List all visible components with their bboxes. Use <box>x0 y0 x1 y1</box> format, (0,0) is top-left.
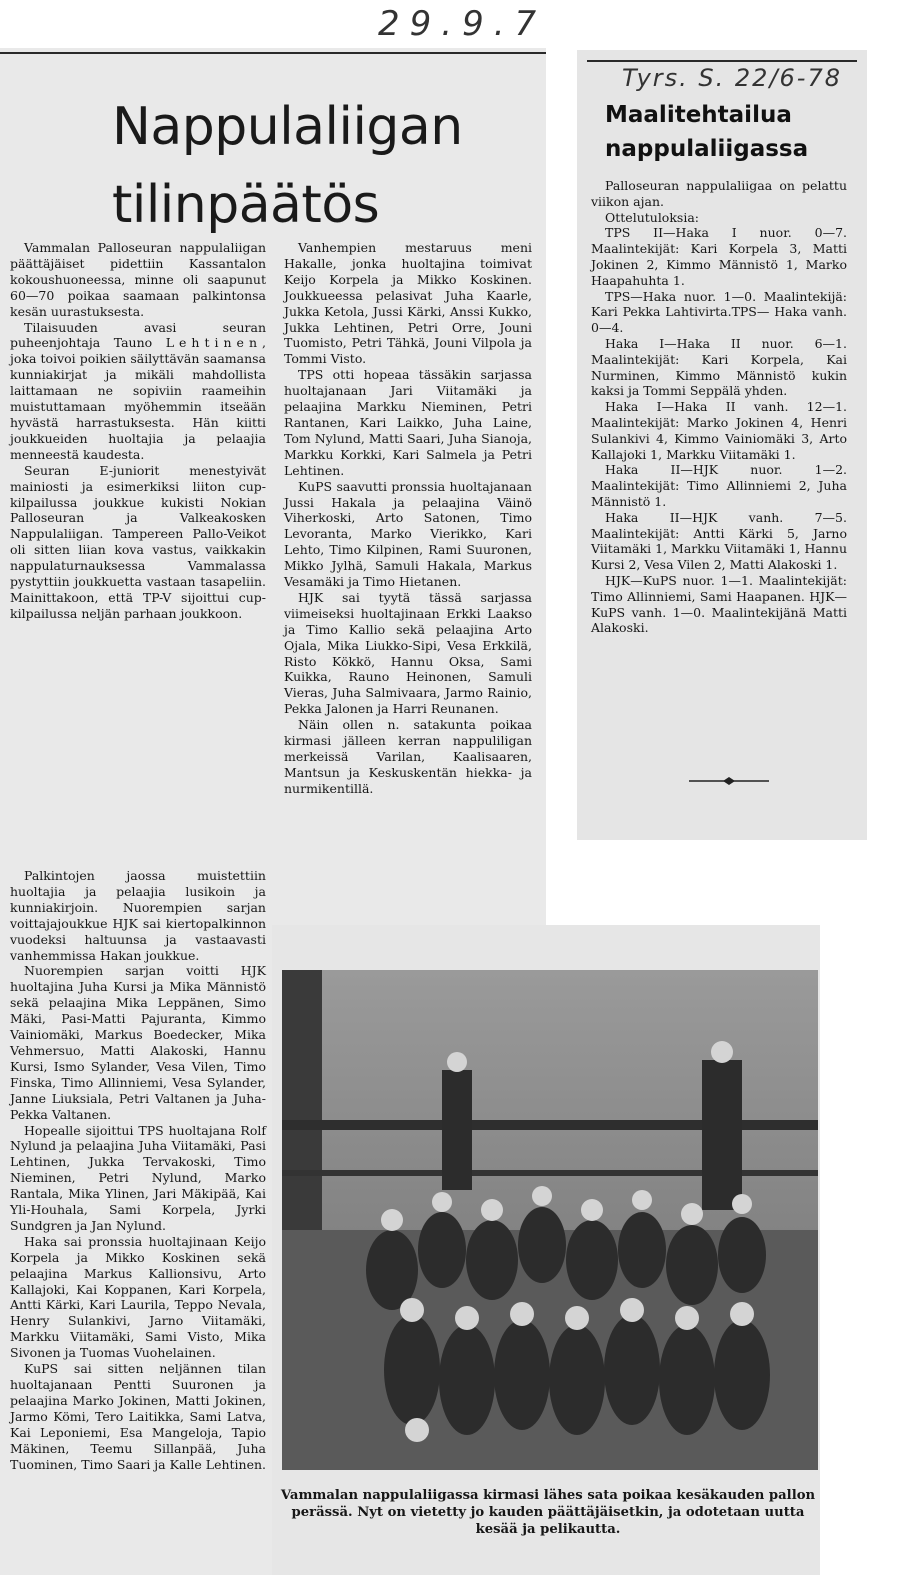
article-column-1-continued <box>10 868 266 1472</box>
paragraph: Näin ollen n. satakunta poikaa kirmasi jälleen kerran nappuliligan merkeissä Varilan, Kaalisaaren, Mantsun ja Keskuskentän hiekka- ja nurmikentillä. <box>284 717 532 796</box>
paragraph: Ottelutuloksia: <box>605 209 699 225</box>
paragraph: Palkintojen jaossa muistettiin huoltajia ja pelaajia lusikoin ja kunniakirjoin. Nuorempien sarjan voittajajoukkue HJK sai kiertopalkinnon vuodeksi haltuunsa ja vastaavasti vanhemmissa Hakan joukkue. <box>10 868 266 963</box>
paragraph: KuPS saavutti pronssia huoltajanaan Jussi Hakala ja pelaajina Väinö Viherkoski, Arto Satonen, Timo Levoranta, Marko Vierikko, Kari Lehto, Timo Kilpinen, Rami Suuronen, Mikko Jylhä, Samuli Hakala, Markus Vesamäki ja Timo Hietanen. <box>284 478 532 590</box>
article-headline <box>112 88 463 244</box>
photo-caption: Vammalan nappulaliigassa kirmasi lähes sata poikaa kesäkauden pallon perässä. Nyt on vietetty jo kauden päättäjäisetkin, ja odotetaan uutta kesää ja pelikautta. <box>280 1488 816 1537</box>
paragraph: Vanhempien mestaruus meni Hakalle, jonka huoltajina toimivat Keijo Korpela ja Mikko Koskinen. Joukkueessa pelasivat Juha Kaarle, Jukka Ketola, Jussi Kärki, Anssi Kukko, Jukka Lehtinen, Petri Orre, Jouni Tuomisto, Petri Tähkä, Jouni Vilpola ja Tommi Visto. <box>284 240 532 367</box>
top-rule <box>0 52 546 54</box>
paragraph: Tilaisuuden avasi seuran puheenjohtaja Tauno Lehtinen, joka toivoi poikien säilyttävän saamansa kunniakirjat ja mikäli mahdollista laittamaan ne sopiviin raameihin muistuttamaan myöhemmin itseään hyvästä harrastuksesta. Hän kiitti joukkueiden huoltajia ja pelaajia menneestä kaudesta. <box>10 319 266 462</box>
paragraph: HJK sai tyytä tässä sarjassa viimeiseksi huoltajinaan Erkki Laakso ja Timo Kallio sekä pelaajina Arto Ojala, Mika Liukko-Sipi, Vesa Erkkilä, Risto Kökkö, Hannu Oksa, Sami Kuikka, Rauno Heinonen, Samuli Vieras, Juha Salmivaara, Jarmo Rainio, Pekka Jalonen ja Harri Reunanen. <box>284 589 532 717</box>
side-headline-line-2: nappulaliigassa <box>605 136 809 162</box>
paragraph: Nuorempien sarjan voitti HJK huoltajina Juha Kursi ja Mika Männistö sekä pelaajina Mika Leppänen, Simo Mäki, Pasi-Matti Pajuranta, Kimmo Vainiomäki, Markus Boedecker, Mika Vehmersuo, Matti Alakoski, Hannu Kursi, Ismo Sylander, Vesa Vilen, Timo Finska, Timo Allinniemi, Vesa Sylander, Janne Liuksiala, Petri Valtanen ja Juha-Pekka Valtanen. <box>10 963 266 1122</box>
handwritten-date: 29.9.7 <box>378 4 547 44</box>
side-top-rule <box>587 60 857 62</box>
team-photo <box>282 970 818 1470</box>
paragraph: TPS otti hopeaa tässäkin sarjassa huoltajanaan Jari Viitamäki ja pelaajina Markku Nieminen, Petri Rantanen, Kari Laikko, Juha Laine, Tom Nylund, Matti Saari, Juha Sianoja, Markku Korkki, Kari Salmela ja Petri Lehtinen. <box>284 367 532 478</box>
side-headline-line-1: Maalitehtailua <box>605 102 792 128</box>
photo-clipping <box>272 925 820 1575</box>
paragraph: Vammalan Palloseuran nappulaliigan päättäjäiset pidettiin Kassantalon kokoushuoneessa, minne oli saapunut 60—70 poikaa saamaan palkintonsa kesän uurastuksesta. <box>10 240 266 319</box>
paragraph: Haka I—Haka II nuor. 6—1. Maalintekijät: Kari Korpela, Kai Nurminen, Kimmo Männistö kukin kaksi ja Tommi Seppälä yhden. <box>591 335 847 399</box>
paragraph: Haka II—HJK nuor. 1—2. Maalintekijät: Timo Allinniemi 2, Juha Männistö 1. <box>591 462 847 509</box>
paragraph: Haka II—HJK vanh. 7—5. Maalintekijät: Antti Kärki 5, Jarno Viitamäki 1, Markku Viitamäki 1, Hannu Kursi 2, Vesa Vilen 2, Matti Alakoski 1. <box>591 509 847 573</box>
headline-line-2: tilinpäätös <box>112 175 380 235</box>
headline-line-1: Nappulaliigan <box>112 97 463 157</box>
side-headline <box>605 98 808 166</box>
paragraph: Palloseuran nappulaliigaa on pelattu viikon ajan. <box>591 178 847 209</box>
side-article-body <box>591 178 847 636</box>
article-column-2 <box>284 240 532 797</box>
paragraph: Haka sai pronssia huoltajinaan Keijo Korpela ja Mikko Koskinen sekä pelaajina Markus Kallionsivu, Arto Kallajoki, Kai Koppanen, Kari Korpela, Antti Kärki, Kari Laurila, Teppo Nevala, Henry Sulankivi, Jarno Viitamäki, Markku Viitamäki, Sami Visto, Mika Sivonen ja Tuomas Vuohelainen. <box>10 1233 266 1361</box>
paragraph: Haka I—Haka II vanh. 12—1. Maalintekijät: Marko Jokinen 4, Henri Sulankivi 4, Kimmo Vainiomäki 3, Arto Kallajoki 1, Markku Viitamäki 1. <box>591 399 847 462</box>
handwritten-source: Tyrs. S. 22/6-78 <box>622 64 842 92</box>
paragraph: KuPS sai sitten neljännen tilan huoltajanaan Pentti Suuronen ja pelaajina Marko Jokinen, Matti Jokinen, Jarmo Kömi, Tero Laitikka, Sami Latva, Kai Leponiemi, Esa Mangeloja, Tapio Mäkinen, Teemu Sillanpää, Juha Tuominen, Timo Saari ja Kalle Lehtinen. <box>10 1361 267 1472</box>
side-clipping <box>577 50 867 840</box>
paragraph: Seuran E-juniorit menestyivät mainiosti ja esimerkiksi liiton cup-kilpailussa joukkue kukisti Nokian Palloseuran ja Valkeakosken Nappulaliigan. Tampereen Pallo-Veikot oli sitten liian kova vastus, vaikkakin nappulaturnauksessa Vammalassa pystyttiin joukkuetta vastaan tasapeliin. Mainittakoon, että TP-V sijoittui cup-kilpailussa neljän parhaan joukkoon. <box>10 462 266 621</box>
paragraph: TPS—Haka nuor. 1—0. Maalintekijä: Kari Pekka Lahtivirta.TPS— Haka vanh. 0—4. <box>591 288 847 336</box>
ornament-divider <box>689 776 769 786</box>
article-column-1 <box>10 240 266 622</box>
paragraph: TPS II—Haka I nuor. 0—7. Maalintekijät: Kari Korpela 3, Matti Jokinen 2, Kimmo Männistö 1, Marko Haapahuhta 1. <box>591 225 847 288</box>
paragraph: HJK—KuPS nuor. 1—1. Maalintekijät: Timo Allinniemi, Sami Haapanen. HJK—KuPS vanh. 1—0. Maalintekijänä Matti Alakoski. <box>591 572 847 636</box>
paragraph: Hopealle sijoittui TPS huoltajana Rolf Nylund ja pelaajina Juha Viitamäki, Pasi Lehtinen, Jukka Tervakoski, Timo Nieminen, Petri Nylund, Marko Rantala, Mika Ylinen, Jari Mäkipää, Kai Yli-Houhala, Sami Korpela, Jyrki Sundgren ja Jan Nylund. <box>10 1122 266 1233</box>
